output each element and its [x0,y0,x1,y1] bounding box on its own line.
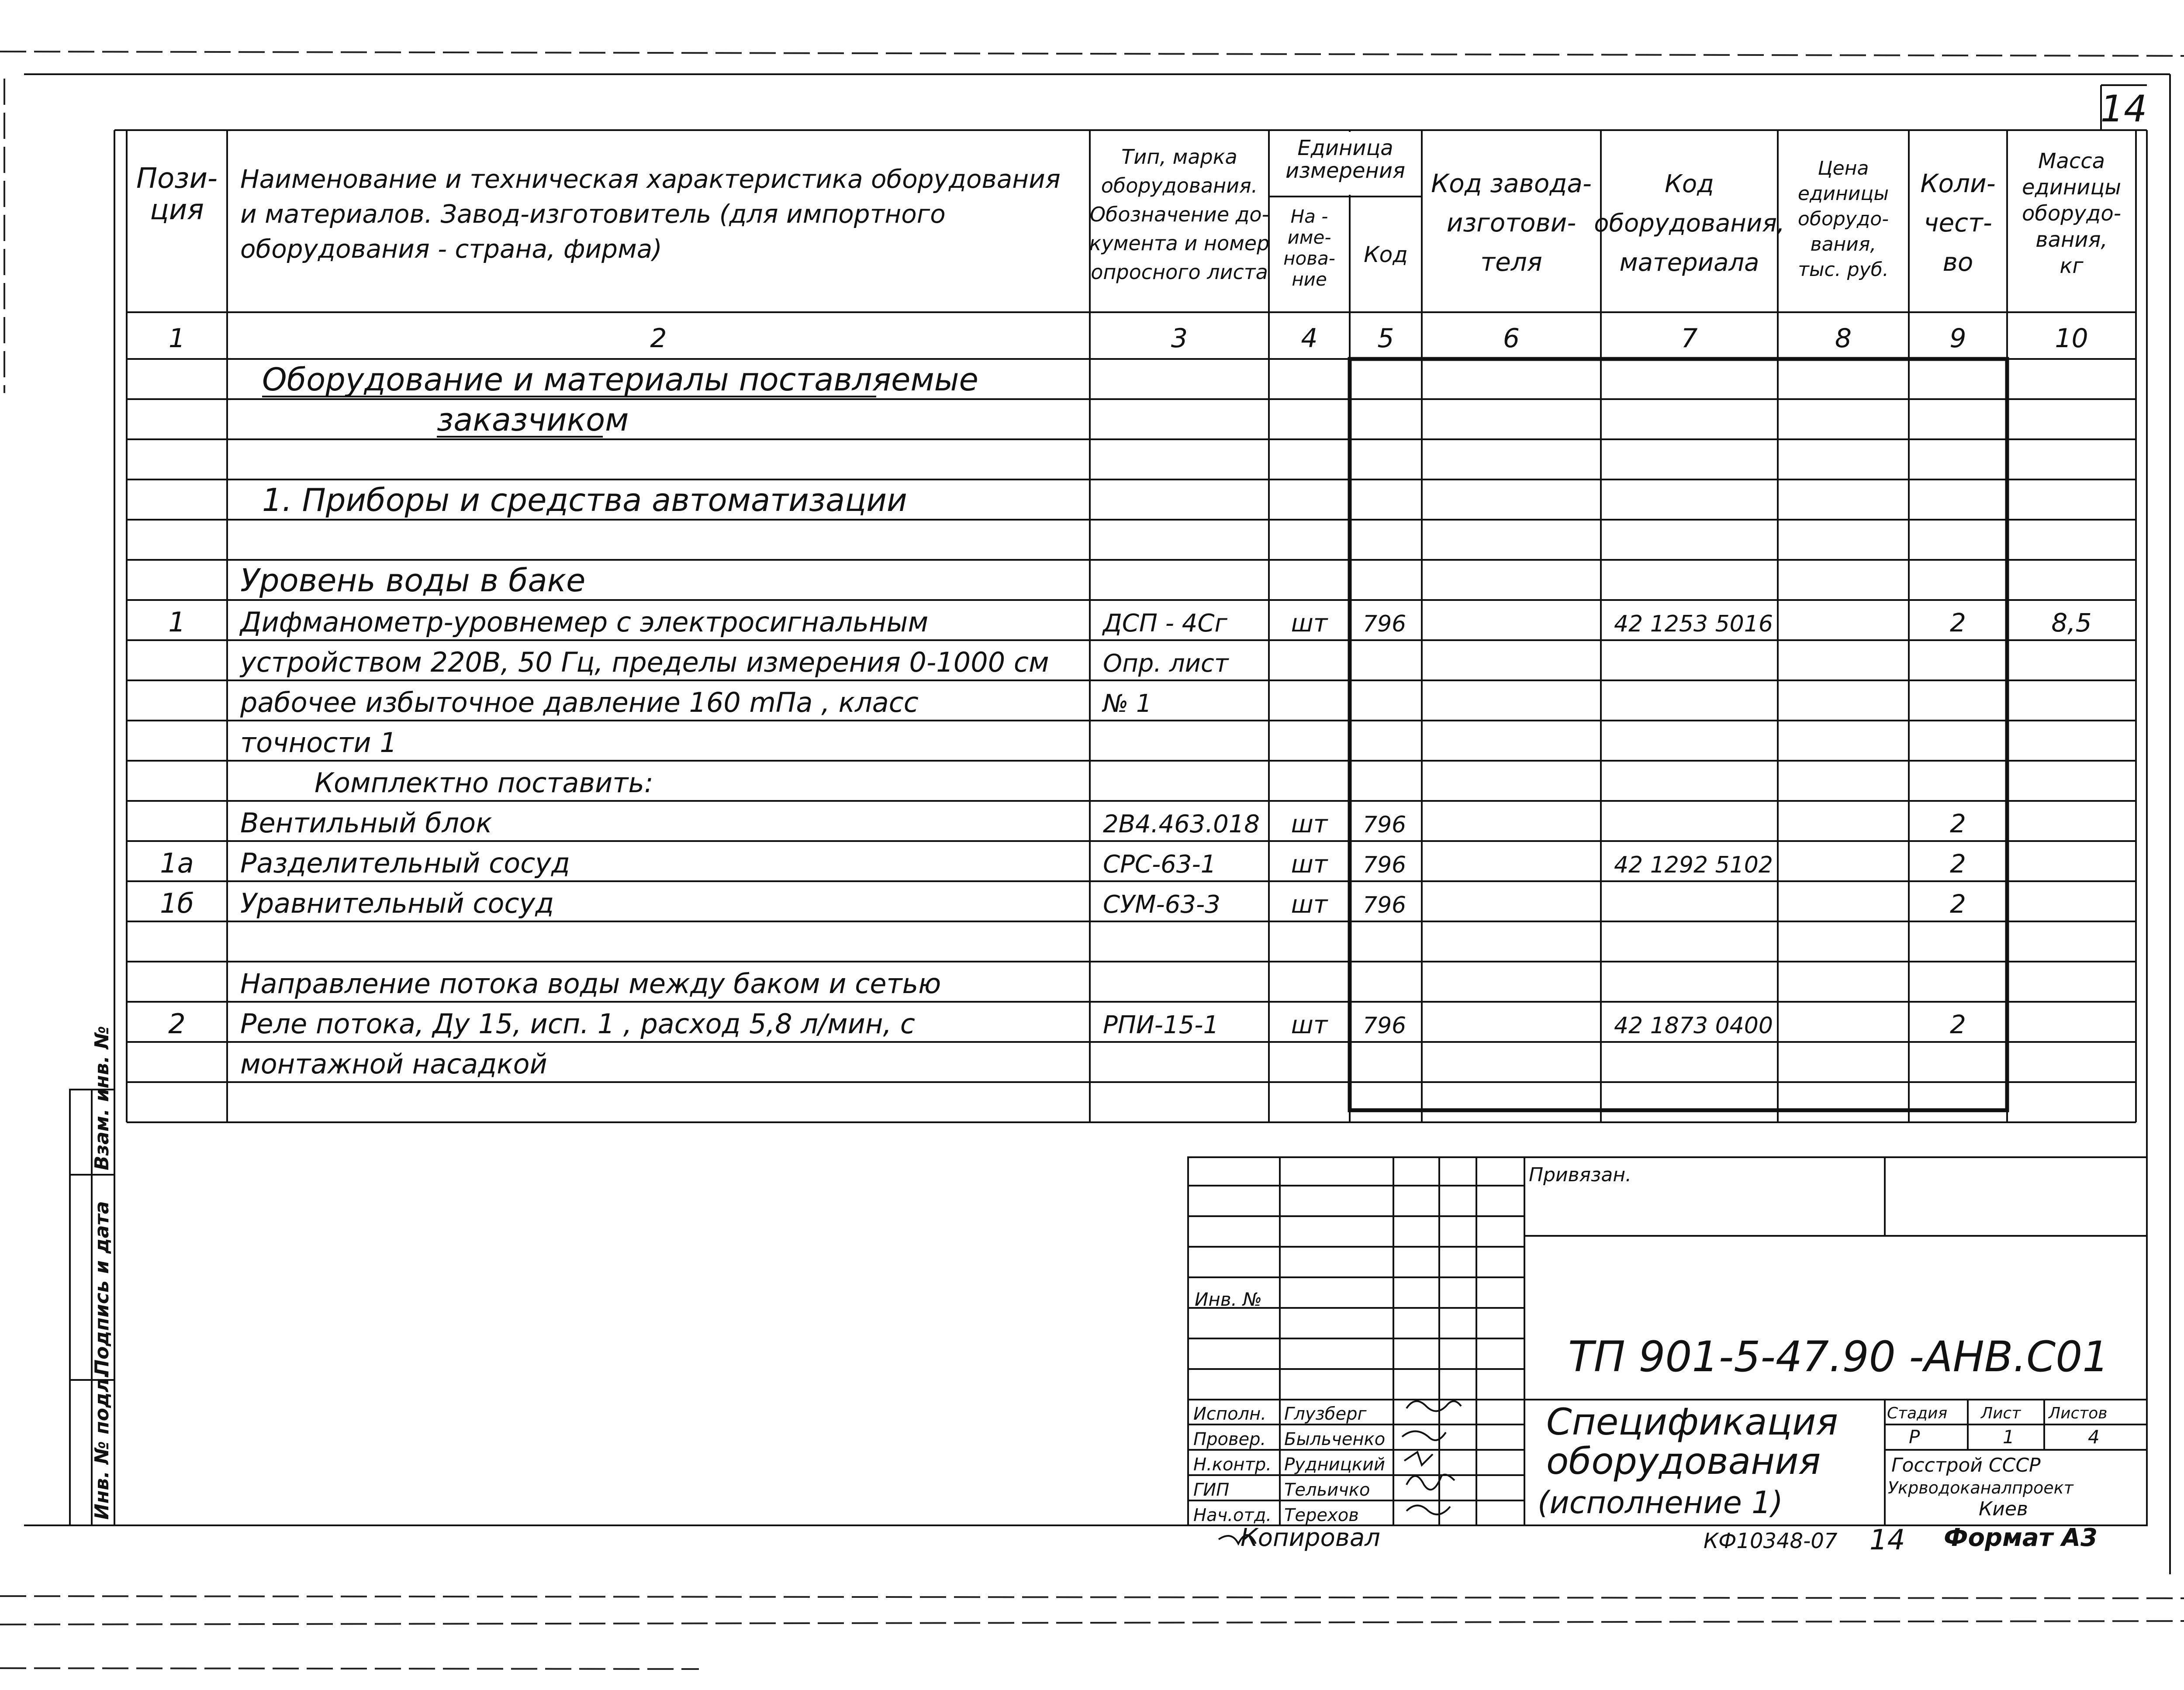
stamp-name-1: Глузберг [1284,1404,1367,1424]
sheet-label: Лист [1981,1404,2021,1422]
header-col-11-line-4: вания, [2035,228,2108,252]
cell-name: Разделительный сосуд [240,847,570,879]
table-row [160,887,1966,919]
stamp-role-2: Провер. [1193,1429,1266,1449]
cell-type: СРС-63-1 [1103,850,1216,879]
sheet-number: 14 [2100,87,2147,130]
header-col-2-line-3: оборудования - страна, фирма) [240,234,662,264]
cell-qty: 2 [1950,608,1966,638]
header-col-9-line-1: Цена [1818,157,1869,179]
table-row [240,727,397,759]
stamp-role-4: ГИП [1193,1480,1230,1500]
stamp-role-5: Нач.отд. [1193,1505,1272,1525]
spec-table-header [136,136,2121,290]
table-row [168,1008,1966,1040]
cell-name: монтажной насадкой [240,1048,547,1080]
cell-type: Опр. лист [1103,649,1229,678]
header-col-8-line-2: оборудования, [1594,209,1785,238]
header-col-10-line-2: чест- [1924,208,1992,238]
cell-type: ДСП - 4Сг [1103,609,1227,638]
cell-type: № 1 [1103,690,1152,718]
header-col-2-line-1: Наименование и техническая характеристика оборудования [240,164,1061,194]
header-col-9-line-5: тыс. руб. [1798,259,1889,281]
table-row [240,562,585,599]
header-col-11-line-1: Масса [2038,149,2105,173]
stage-label: Стадия [1887,1404,1948,1422]
cell-equip-code: 42 1873 0400 [1614,1013,1773,1039]
stamp-name-2: Быльченко [1284,1429,1386,1449]
table-row [240,686,1152,718]
cell-name: 1. Приборы и средства автоматизации [262,482,907,518]
header-col-3-line-1: Тип, марка [1121,145,1237,169]
table-row [240,807,1966,839]
cell-name: Направление потока воды между баком и сетью [240,968,941,1000]
cell-type: РПИ-15-1 [1103,1011,1219,1039]
header-col-1-line-1: Пози- [136,162,218,195]
cell-unit: шт [1291,890,1328,919]
sheets-label: Листов [2049,1404,2108,1422]
header-col-3-line-2: оборудования. [1101,174,1258,197]
cell-qty: 2 [1950,809,1966,838]
header-col-2-line-2: и материалов. Завод-изготовитель (для импортного [240,199,946,229]
org-line-2: Укрводоканалпроект [1888,1478,2073,1497]
cell-name: устройством 220В, 50 Гц, пределы измерения 0-1000 см [240,646,1049,678]
cell-name: Уровень воды в баке [240,562,586,599]
header-col-4-line-1: Единица [1297,136,1393,160]
column-number-4: 4 [1301,323,1318,354]
table-row [437,401,629,438]
table-row [239,646,1229,678]
cell-mass: 8,5 [2051,608,2092,638]
header-col-3-line-4: кумента и номер [1089,231,1270,255]
column-number-5: 5 [1377,323,1394,354]
cell-type: СУМ-63-3 [1103,890,1220,919]
stage-value: Р [1909,1426,1920,1448]
header-col-5-line-3: нова- [1283,248,1335,269]
header-col-10-line-1: Коли- [1920,169,1996,198]
cell-pos: 1 [168,606,186,638]
cell-unit-code: 796 [1363,611,1406,637]
table-row [160,847,1966,879]
header-col-9-line-4: вания, [1810,233,1876,255]
header-col-5-line-4: ние [1292,269,1327,290]
table-row [168,606,2091,638]
cell-name: точности 1 [240,727,397,759]
stamp-name-4: Тельичко [1284,1480,1370,1500]
header-col-1-line-2: ция [150,194,204,226]
inv-no-label: Инв. № [1195,1289,1262,1310]
header-col-7-line-2: изготови- [1446,208,1576,238]
stamp-title-line-3: (исполнение 1) [1538,1485,1783,1521]
cell-pos: 1а [160,847,194,879]
org-line-1: Госстрой СССР [1891,1454,2041,1476]
header-col-11-line-2: единицы [2022,175,2122,200]
header-col-8-line-3: материала [1619,248,1759,277]
cell-unit-code: 796 [1363,1013,1406,1039]
column-number-7: 7 [1681,323,1698,354]
column-number-8: 8 [1835,323,1852,354]
cell-unit: шт [1291,850,1328,879]
header-col-11-line-3: оборудо- [2022,201,2122,226]
designation: ТП 901-5-47.90 -АНВ.С01 [1568,1332,2109,1381]
cell-name: Комплектно поставить: [314,767,653,799]
cell-name: Дифманометр-уровнемер с электросигнальным [240,606,929,638]
column-number-10: 10 [2055,323,2088,354]
cell-qty: 2 [1950,849,1966,879]
header-col-11-line-5: кг [2060,254,2084,278]
copied-by-label: Копировал [1241,1524,1380,1552]
header-col-4-line-2: измерения [1286,159,1405,183]
sheet-code: КФ10348-07 [1704,1529,1838,1553]
cell-name: рабочее избыточное давление 160 mПа , класс [240,686,919,718]
cell-pos: 2 [168,1008,186,1040]
cell-pos: 1б [160,887,194,919]
side-label-inv-podl: Инв. № подл. [91,1371,113,1520]
table-row [240,1048,547,1080]
header-col-5-line-1: На - [1290,206,1328,227]
header-col-8-line-1: Код [1665,170,1714,198]
cell-equip-code: 42 1253 5016 [1614,611,1773,637]
header-col-7-line-1: Код завода- [1431,169,1592,198]
cell-qty: 2 [1950,889,1966,919]
stamp-name-3: Рудницкий [1284,1455,1385,1475]
cell-name: Уравнительный сосуд [240,887,554,919]
header-col-5-line-2: име- [1287,227,1331,248]
column-number-9: 9 [1949,323,1966,354]
stamp-signatures [1193,1404,1385,1525]
stamp-role-1: Исполн. [1193,1404,1266,1424]
column-number-1: 1 [168,323,186,354]
cell-equip-code: 42 1292 5102 [1614,852,1773,878]
cell-unit-code: 796 [1363,892,1406,918]
cell-name: Реле потока, Ду 15, исп. 1 , расход 5,8 л/мин, с [240,1008,916,1040]
stamp-title-line-1: Спецификация [1546,1400,1838,1443]
cell-unit-code: 796 [1363,812,1406,838]
cell-name: Вентильный блок [240,807,492,839]
column-number-2: 2 [650,323,667,354]
side-label-signature-date: Подпись и дата [91,1201,113,1376]
side-label-vzam-inv: Взам. инв. № [91,1026,113,1170]
header-col-9-line-3: оборудо- [1797,208,1889,230]
column-number-3: 3 [1171,323,1188,354]
cell-qty: 2 [1950,1010,1966,1039]
privyazan-label: Привязан. [1529,1164,1632,1186]
format-label: Формат А3 [1944,1524,2098,1552]
table-row [262,361,978,398]
sheets-value: 4 [2088,1426,2100,1448]
spec-table-column-numbers [169,323,2088,354]
org-line-3: Киев [1979,1498,2028,1520]
cell-unit: шт [1291,609,1328,638]
stamp-name-5: Терехов [1284,1505,1359,1525]
cell-name: Оборудование и материалы поставляемые [262,361,978,398]
sheet-label-bottom: 14 [1870,1524,1905,1556]
table-row [240,968,941,1000]
table-row [314,767,653,799]
header-col-3-line-3: Обозначение до- [1089,203,1269,226]
header-col-10-line-3: во [1942,247,1973,277]
header-col-7-line-3: теля [1480,247,1542,277]
cell-unit: шт [1291,1011,1328,1039]
cell-unit: шт [1291,810,1328,838]
table-row [262,482,907,518]
stamp-role-3: Н.контр. [1193,1455,1272,1475]
header-col-3-line-5: опросного листа [1091,260,1268,284]
cell-type: 2В4.463.018 [1103,810,1260,838]
column-number-6: 6 [1503,323,1520,354]
stamp-title-line-2: оборудования [1546,1440,1821,1483]
sheet-value: 1 [2003,1426,2015,1448]
cell-unit-code: 796 [1363,852,1406,878]
header-col-6-line-1: Код [1364,242,1408,267]
header-col-9-line-2: единицы [1797,183,1889,205]
cell-name: заказчиком [437,401,629,438]
